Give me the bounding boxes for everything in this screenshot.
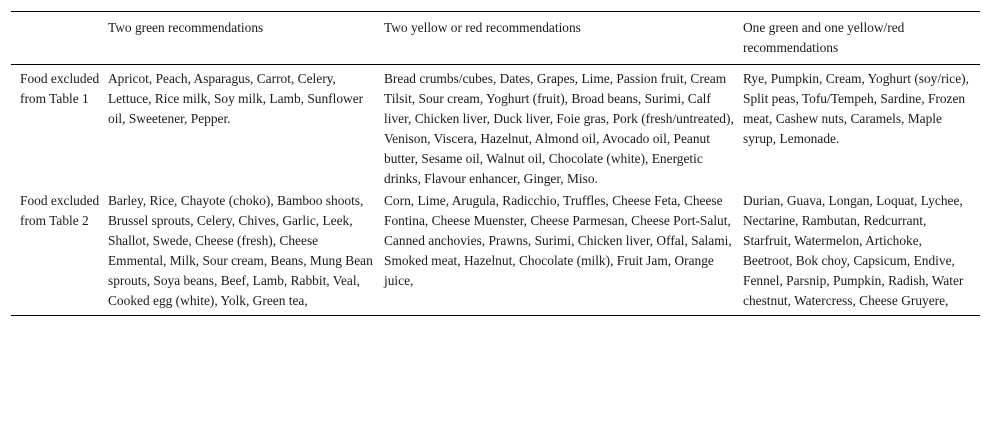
table-cell: Bread crumbs/cubes, Dates, Grapes, Lime, Passion fruit, Cream Tilsit, Sour cream, Yoghurt (fruit), Broad beans, Surimi, Calf liver, Chicken liver, Duck liver, Foie gras, Pork (fresh/untreated), Venison, Viscera, Hazelnut, Almond oil, Avocado oil, Peanut butter, Sesame oil, Walnut oil, Chocolate (white), Energetic drinks, Flavour enhancer, Ginger, Miso. — [384, 71, 734, 186]
table-body — [11, 65, 980, 316]
header-green-and-yellow-red: One green and one yellow/red recommendations — [743, 20, 905, 55]
header-row — [11, 12, 980, 65]
header-cell-empty — [11, 12, 108, 65]
table-cell: Barley, Rice, Chayote (choko), Bamboo shoots, Brussel sprouts, Celery, Chives, Garlic, Leek, Shallot, Swede, Cheese (fresh), Cheese Emmental, Milk, Sour cream, Beans, Mung Bean sprouts, Soya beans, Beef, Lamb, Rabbit, Veal, Cooked egg (white), Yolk, Green tea, — [108, 193, 373, 308]
table-cell: Corn, Lime, Arugula, Radicchio, Truffles, Cheese Feta, Cheese Fontina, Cheese Muenster, Cheese Parmesan, Cheese Port-Salut, Canned anchovies, Prawns, Surimi, Chicken liver, Offal, Salami, Smoked meat, Hazelnut, Chocolate (milk), Fruit Jam, Orange juice, — [384, 193, 732, 288]
row-label: Food excluded from Table 2 — [20, 193, 100, 228]
table-cell: Apricot, Peach, Asparagus, Carrot, Celery, Lettuce, Rice milk, Soy milk, Lamb, Sunflower oil, Sweetener, Pepper. — [108, 71, 364, 126]
table-header — [11, 12, 980, 65]
row-label: Food excluded from Table 1 — [20, 71, 100, 106]
header-two-yellow-red: Two yellow or red recommendations — [384, 20, 581, 35]
header-two-green: Two green recommendations — [108, 20, 264, 35]
food-exclusion-table — [11, 11, 980, 316]
table-cell: Rye, Pumpkin, Cream, Yoghurt (soy/rice), Split peas, Tofu/Tempeh, Sardine, Frozen meat, Cashew nuts, Caramels, Maple syrup, Lemonade. — [743, 71, 969, 146]
table-row — [11, 65, 980, 191]
table-row — [11, 190, 980, 316]
table-cell: Durian, Guava, Longan, Loquat, Lychee, Nectarine, Rambutan, Redcurrant, Starfruit, Watermelon, Artichoke, Beetroot, Bok choy, Capsicum, Endive, Fennel, Parsnip, Pumpkin, Radish, Water chestnut, Watercress, Cheese Gruyere, — [743, 193, 964, 308]
